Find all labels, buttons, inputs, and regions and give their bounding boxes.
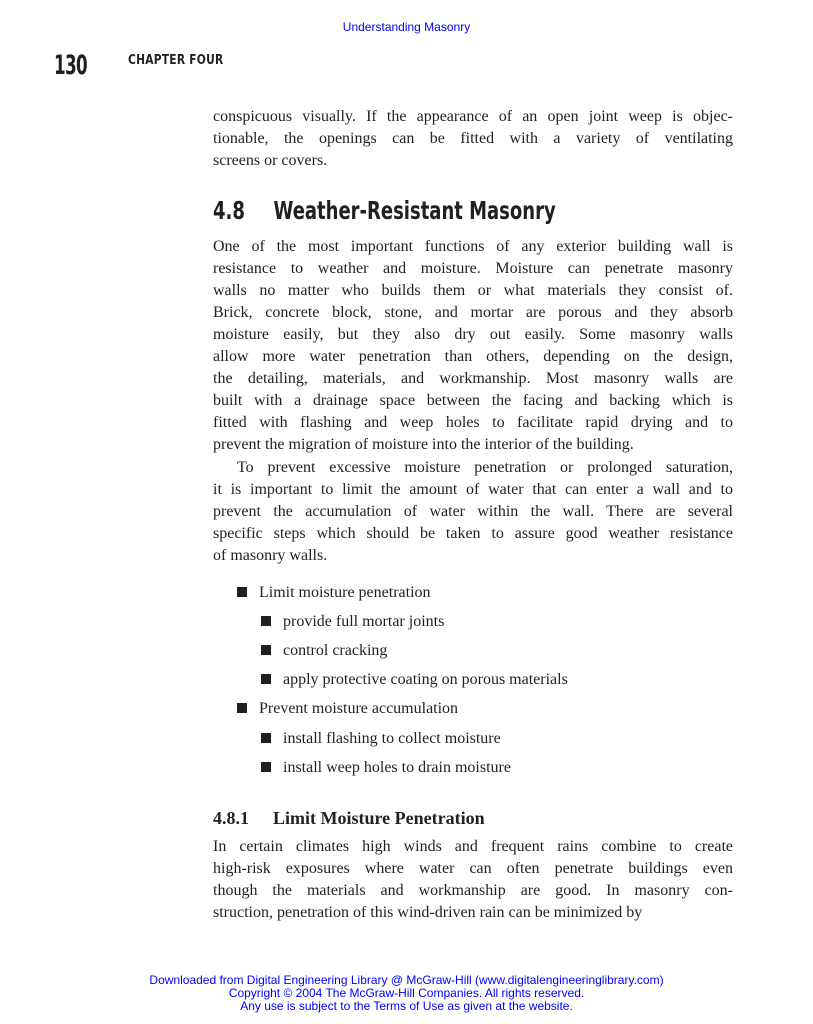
text-line: conspicuous visually. If the appearance of an open joint weep is objec- — [213, 108, 733, 125]
footer-notice — [0, 974, 813, 1013]
bullet-item — [261, 669, 568, 691]
paragraph-intro — [213, 106, 733, 172]
square-bullet-icon — [261, 762, 271, 772]
subsection-title: Limit Moisture Penetration — [273, 808, 485, 828]
text-line: walls no matter who builds them or what materials they consist of. — [213, 282, 733, 299]
text-line: Brick, concrete block, stone, and mortar are porous and they absorb — [213, 304, 733, 321]
bullet-item — [261, 757, 511, 779]
square-bullet-icon — [261, 674, 271, 684]
text-line: In certain climates high winds and frequent rains combine to create — [213, 838, 733, 855]
square-bullet-icon — [261, 733, 271, 743]
subsection-heading — [213, 808, 485, 829]
text-line: tionable, the openings can be fitted with a variety of ventilating — [213, 130, 733, 147]
book-title-link[interactable]: Understanding Masonry — [342, 20, 471, 34]
text-line: specific steps which should be taken to assure good weather resistance — [213, 525, 733, 542]
bullet-item — [261, 611, 444, 633]
paragraph-2 — [213, 457, 733, 567]
footer-copyright: Copyright © 2004 The McGraw-Hill Companies. All rights reserved. — [228, 986, 585, 1000]
text-line: prevent the migration of moisture into the interior of the building. — [213, 436, 634, 453]
text-line: high-risk exposures where water can often penetrate buildings even — [213, 860, 733, 877]
text-line: prevent the accumulation of water within the wall. There are several — [213, 503, 733, 520]
bullet-item — [261, 640, 387, 662]
text-line: though the materials and workmanship are good. In masonry con- — [213, 882, 733, 899]
bullet-text: install flashing to collect moisture — [283, 730, 501, 747]
section-number: 4.8 — [213, 196, 245, 225]
text-line: moisture easily, but they also dry out easily. Some masonry walls — [213, 326, 733, 343]
bullet-text: provide full mortar joints — [283, 613, 445, 630]
page-number: 130 — [54, 50, 88, 81]
square-bullet-icon — [237, 587, 247, 597]
text-line: built with a drainage space between the facing and backing which is — [213, 392, 733, 409]
text-line: the detailing, materials, and workmanship. Most masonry walls are — [213, 370, 733, 387]
text-line: One of the most important functions of any exterior building wall is — [213, 238, 733, 255]
paragraph-3 — [213, 836, 733, 924]
chapter-label: CHAPTER FOUR — [128, 53, 224, 68]
bullet-text: install weep holes to drain moisture — [283, 759, 511, 776]
bullet-item — [237, 698, 458, 720]
bullet-text: apply protective coating on porous materials — [283, 671, 568, 688]
text-line: screens or covers. — [213, 152, 328, 169]
section-title: Weather-Resistant Masonry — [273, 196, 556, 225]
text-line: resistance to weather and moisture. Moisture can penetrate masonry — [213, 260, 733, 277]
bullet-text: Limit moisture penetration — [259, 584, 431, 601]
text-line: fitted with flashing and weep holes to facilitate rapid drying and to — [213, 414, 733, 431]
section-heading — [213, 196, 556, 225]
text-line: of masonry walls. — [213, 547, 328, 564]
text-line: it is important to limit the amount of water that can enter a wall and to — [213, 481, 733, 498]
text-line: struction, penetration of this wind-driven rain can be minimized by — [213, 904, 643, 921]
paragraph-1 — [213, 236, 733, 456]
text-line: To prevent excessive moisture penetration or prolonged saturation, — [237, 459, 733, 476]
square-bullet-icon — [261, 645, 271, 655]
text-line: allow more water penetration than others, depending on the design, — [213, 348, 733, 365]
subsection-number: 4.8.1 — [213, 808, 249, 828]
bullet-text: control cracking — [283, 642, 388, 659]
bullet-item — [261, 728, 501, 750]
footer-download-link[interactable]: Downloaded from Digital Engineering Library @ McGraw-Hill (www.digitalengineeringlibrary.com) — [149, 973, 664, 987]
square-bullet-icon — [261, 616, 271, 626]
square-bullet-icon — [237, 703, 247, 713]
bullet-text: Prevent moisture accumulation — [259, 700, 459, 717]
footer-terms: Any use is subject to the Terms of Use as given at the website. — [240, 999, 573, 1013]
bullet-item — [237, 582, 431, 604]
